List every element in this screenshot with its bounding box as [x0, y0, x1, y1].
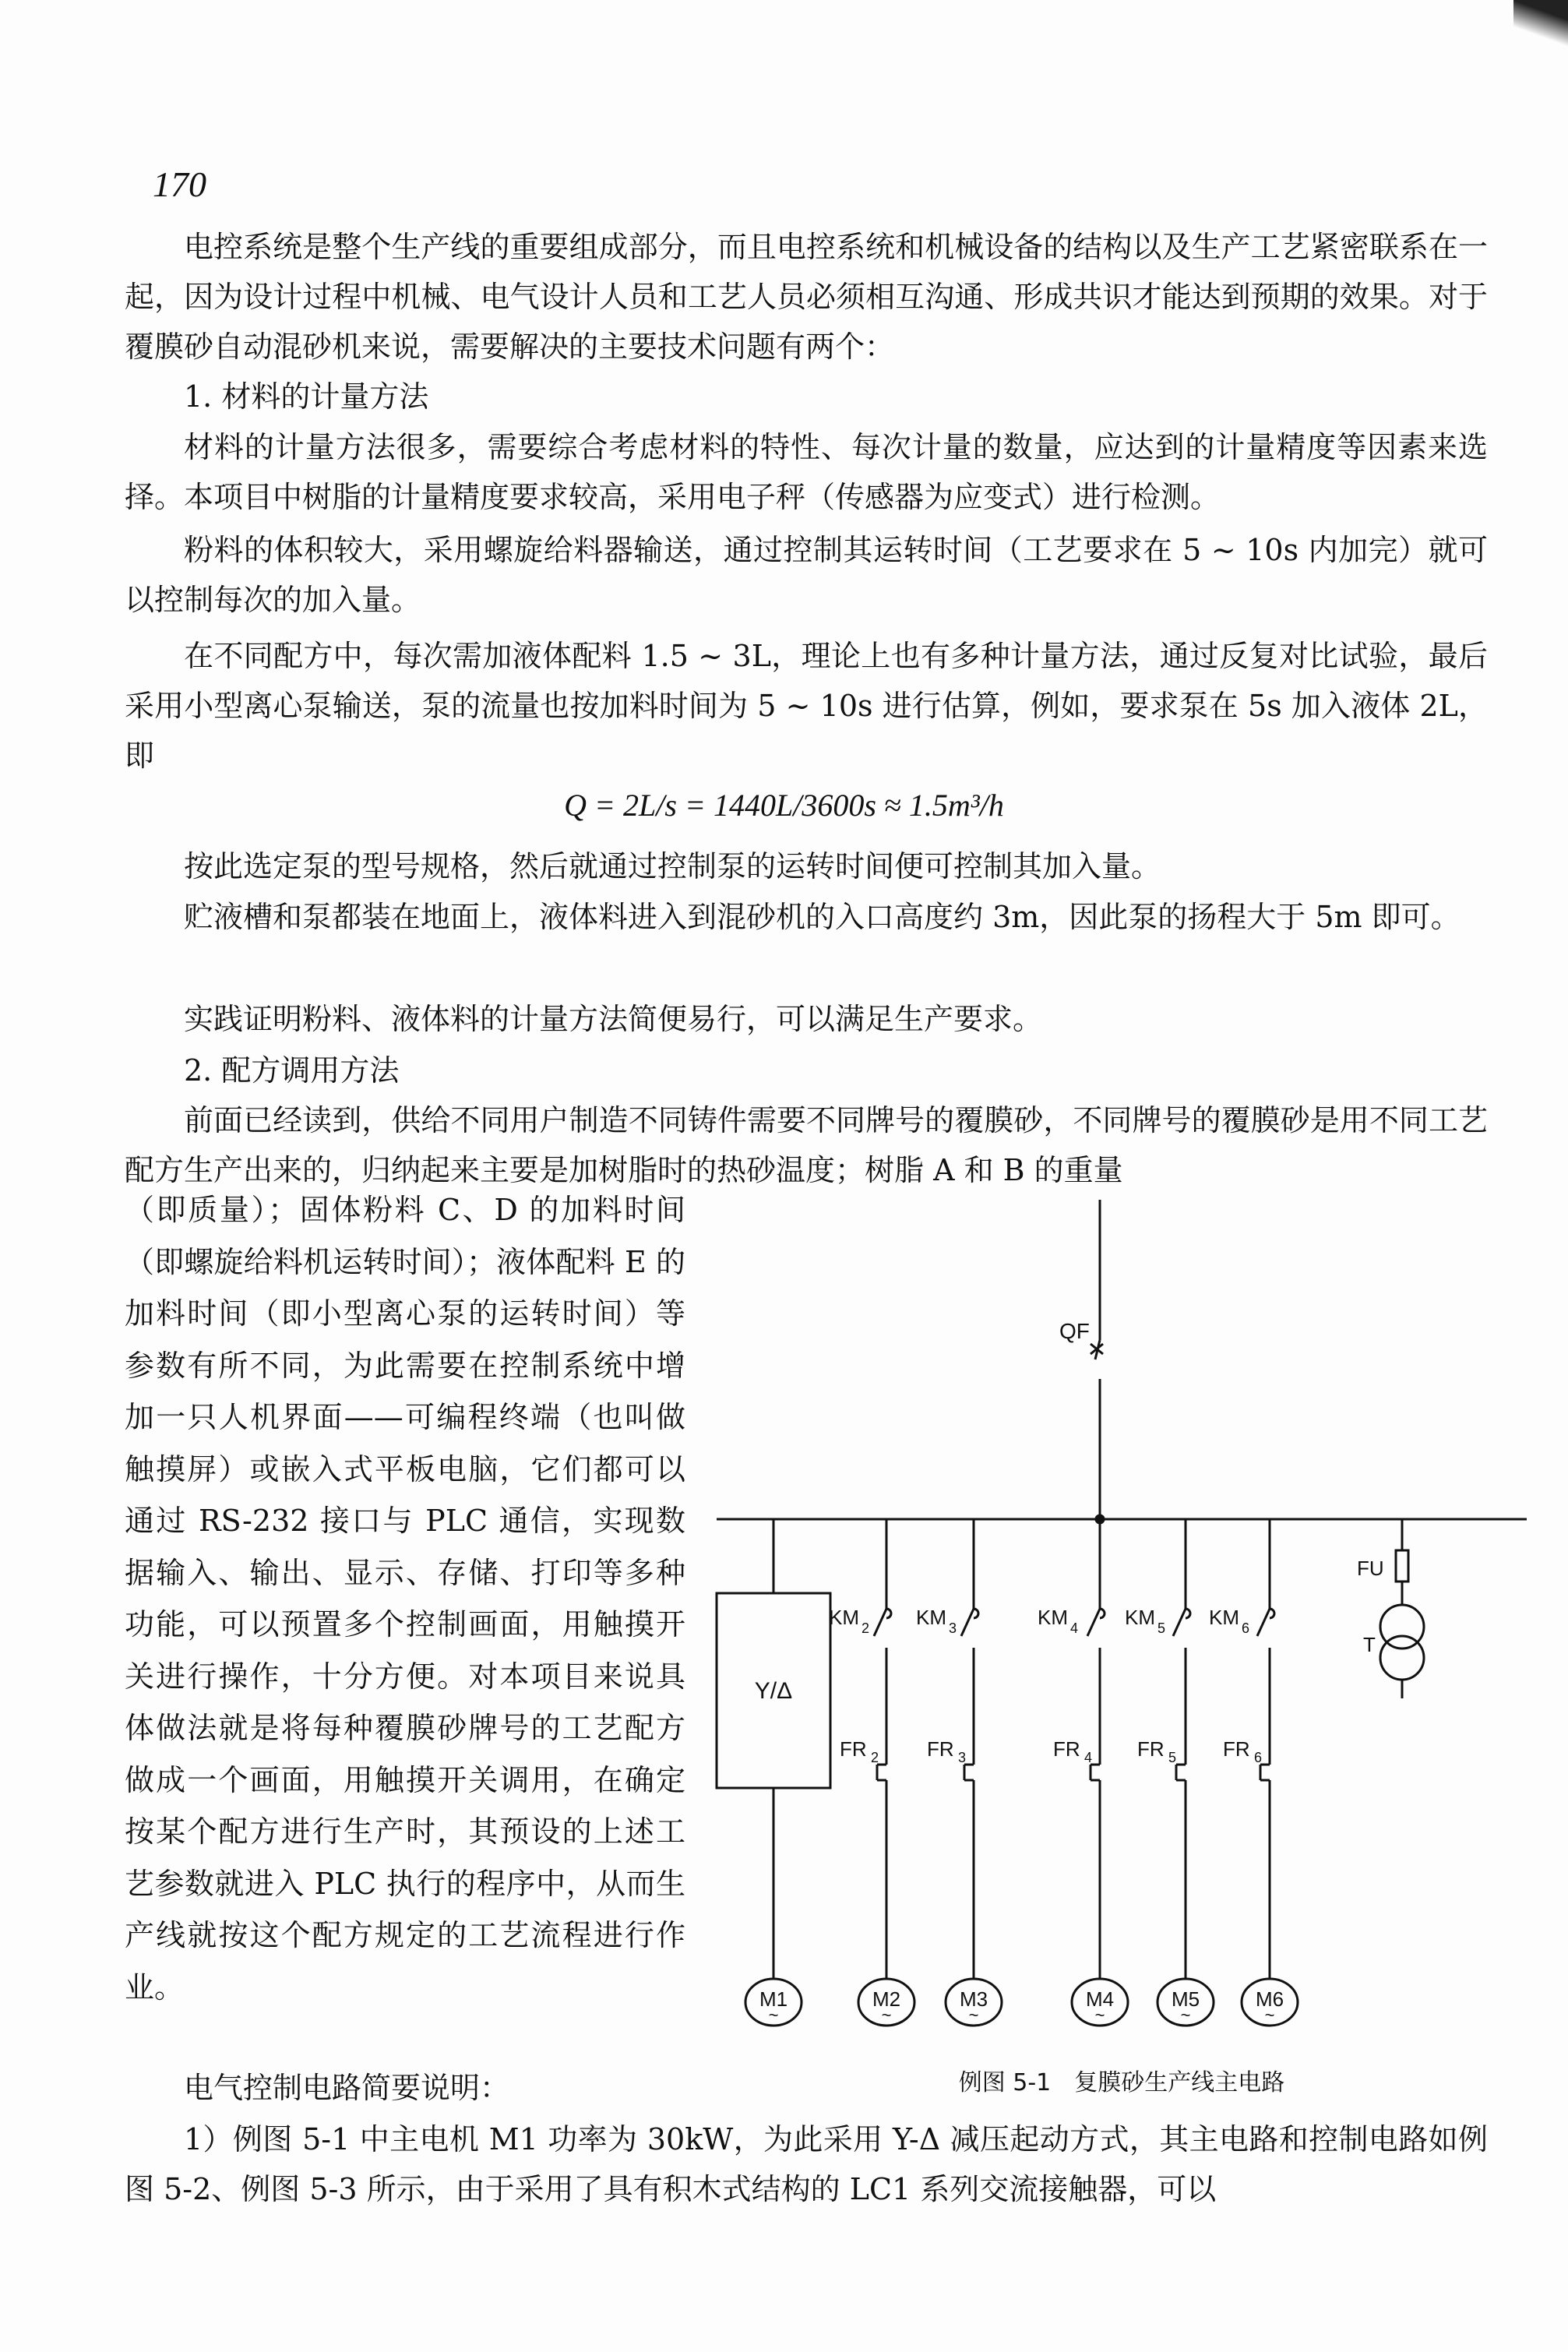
km3-arc — [974, 1609, 978, 1618]
branch-2 — [829, 1519, 914, 2026]
fr2-subscript: 2 — [871, 1750, 879, 1765]
paragraph-powder: 粉料的体积较大，采用螺旋给料器输送，通过控制其运转时间（工艺要求在 5 ~ 10s 内加完）就可以控制每次的加入量。 — [125, 533, 1488, 617]
motor-m3-label: M3 — [959, 1987, 988, 2011]
breaker-label: QF — [1059, 1319, 1090, 1343]
transformer-label: T — [1363, 1633, 1376, 1656]
km6-label: KM — [1209, 1606, 1239, 1629]
branch-3 — [916, 1519, 1002, 2026]
fr5-subscript: 5 — [1168, 1750, 1177, 1765]
figure-caption: 例图 5-1 复膜砂生产线主电路 — [958, 2069, 1285, 2096]
paragraph-pump-head: 贮液槽和泵都装在地面上，液体料进入到混砂机的入口高度约 3m，因此泵的扬程大于 5m 即可。 — [184, 900, 1461, 934]
circuit-diagram — [701, 1200, 1542, 2057]
km2-arc — [886, 1609, 891, 1618]
control-transformer-branch — [1357, 1519, 1424, 1698]
motor-m5-ac-mark: ~ — [1180, 2005, 1191, 2025]
heading-metering: 1. 材料的计量方法 — [184, 379, 429, 414]
page-number: 170 — [153, 164, 206, 204]
motor-m1-ac-mark: ~ — [768, 2005, 779, 2025]
km4-arc — [1100, 1609, 1105, 1618]
km3-label: KM — [916, 1606, 946, 1629]
km2-label: KM — [829, 1606, 859, 1629]
fuse-symbol — [1396, 1550, 1408, 1582]
motor-m4-label: M4 — [1085, 1987, 1115, 2011]
main-circuit-figure — [701, 1200, 1542, 2057]
motor-m6-ac-mark: ~ — [1264, 2005, 1275, 2025]
motor-m1-label: M1 — [759, 1987, 788, 2011]
branch-4 — [1038, 1519, 1128, 2026]
motor-m4-ac-mark: ~ — [1094, 2005, 1105, 2025]
paragraph-pump-select: 按此选定泵的型号规格，然后就通过控制泵的运转时间便可控制其加入量。 — [184, 849, 1161, 883]
heading-circuit-notes: 电气控制电路简要说明： — [184, 2071, 510, 2105]
km3-subscript: 3 — [949, 1620, 957, 1636]
paragraph-practice: 实践证明粉料、液体料的计量方法简便易行，可以满足生产要求。 — [184, 1002, 1043, 1036]
motor-m5-label: M5 — [1171, 1987, 1200, 2011]
km5-arc — [1186, 1609, 1190, 1618]
paragraph-intro: 电控系统是整个生产线的重要组成部分，而且电控系统和机械设备的结构以及生产工艺紧密联系在一起，因为设计过程中机械、电气设计人员和工艺人员必须相互沟通、形成共识才能达到预期的效果。对于覆膜砂自动混砂机来说，需要解决的主要技术问题有两个： — [125, 230, 1488, 364]
paragraph-circuit-1: 1）例图 5-1 中主电机 M1 功率为 30kW，为此采用 Y-Δ 减压起动方式，其主电路和控制电路如例图 5-2、例图 5-3 所示，由于采用了具有积木式结构的 LC1 系列交流接触器，可以 — [125, 2122, 1488, 2206]
heading-recipe: 2. 配方调用方法 — [184, 1053, 400, 1088]
fr5-label: FR — [1137, 1737, 1165, 1761]
fuse-label: FU — [1357, 1557, 1384, 1580]
km4-subscript: 4 — [1070, 1620, 1079, 1636]
starter-label: Y/Δ — [754, 1678, 793, 1704]
fr2-label: FR — [840, 1737, 867, 1761]
motor-m2-label: M2 — [872, 1987, 901, 2011]
motor-m2-ac-mark: ~ — [881, 2005, 892, 2025]
branch-6 — [1209, 1519, 1298, 2026]
fr4-label: FR — [1053, 1737, 1080, 1761]
fr3-label: FR — [927, 1737, 954, 1761]
paragraph-recipe-continued: （即质量）；固体粉料 C、D 的加料时间（即螺旋给料机运转时间）；液体配料 E 的加料时间（即小型离心泵的运转时间）等参数有所不同，为此需要在控制系统中增加一只人机界面——可编程终端（也叫做触摸屏）或嵌入式平板电脑，它们都可以通过 RS-232 接口与 PLC 通信，实现数据输入、输出、显示、存储、打印等多种功能，可以预置多个控制画面，用触摸开关进行操作，十分方便。对本项目来说具体做法就是将每种覆膜砂牌号的工艺配方做成一个画面，用触摸开关调用，在确定按某个配方进行生产时，其预设的上述工艺参数就进入 PLC 执行的程序中，从而生产线就按这个配方规定的工艺流程进行作业。 — [125, 1193, 685, 2005]
km5-label: KM — [1125, 1606, 1155, 1629]
busbar-junction-dot — [1096, 1515, 1104, 1523]
fr4-subscript: 4 — [1084, 1750, 1093, 1765]
paragraph-recipe: 前面已经读到，供给不同用户制造不同铸件需要不同牌号的覆膜砂，不同牌号的覆膜砂是用不同工艺配方生产出来的，归纳起来主要是加树脂时的热砂温度；树脂 A 和 B 的重量 — [125, 1103, 1488, 1187]
paragraph-metering: 材料的计量方法很多，需要综合考虑材料的特性、每次计量的数量，应达到的计量精度等因素来选择。本项目中树脂的计量精度要求较高，采用电子秤（传感器为应变式）进行检测。 — [125, 430, 1488, 514]
km2-subscript: 2 — [862, 1620, 870, 1636]
equation-flow: Q = 2L/s = 1440L/3600s ≈ 1.5m³/h — [564, 788, 1004, 823]
transformer-secondary-coil — [1380, 1636, 1424, 1680]
km6-arc — [1270, 1609, 1274, 1618]
branch-5 — [1125, 1519, 1214, 2026]
km5-subscript: 5 — [1158, 1620, 1166, 1636]
km4-label: KM — [1038, 1606, 1068, 1629]
motor-m3-ac-mark: ~ — [968, 2005, 979, 2025]
paragraph-liquid: 在不同配方中，每次需加液体配料 1.5 ~ 3L，理论上也有多种计量方法，通过反复对比试验，最后采用小型离心泵输送，泵的流量也按加料时间为 5 ~ 10s 进行估算，例如，要求泵在 5s 加入液体 2L，即 — [125, 639, 1488, 773]
fr6-subscript: 6 — [1254, 1750, 1263, 1765]
fr3-subscript: 3 — [958, 1750, 967, 1765]
km6-subscript: 6 — [1242, 1620, 1250, 1636]
page-edge-shadow — [1513, 0, 1568, 47]
motor-m6-label: M6 — [1255, 1987, 1284, 2011]
fr6-label: FR — [1223, 1737, 1250, 1761]
